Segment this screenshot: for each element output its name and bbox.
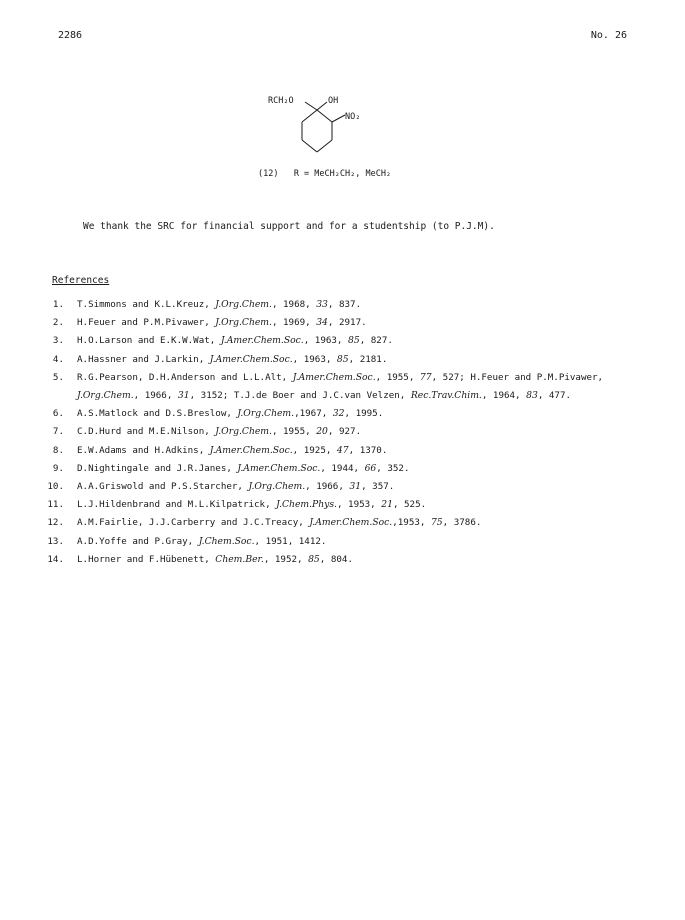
substituent-oh: OH bbox=[328, 96, 339, 106]
reference-journal: J.Amer.Chem.Soc. bbox=[209, 353, 293, 365]
reference-item bbox=[0, 351, 685, 369]
issue-number: No. 26 bbox=[590, 30, 627, 41]
reference-journal: J.Amer.Chem.Soc. bbox=[309, 517, 393, 529]
reference-journal: J.Amer.Chem.Soc. bbox=[292, 371, 376, 383]
reference-volume: 31 bbox=[349, 481, 362, 493]
reference-item bbox=[0, 423, 685, 441]
reference-item bbox=[0, 496, 685, 514]
reference-year: , 1955, bbox=[271, 426, 317, 438]
reference-authors: C.D.Hurd and M.E.Nilson, bbox=[77, 426, 216, 438]
reference-number: 1. bbox=[52, 299, 64, 310]
cyclohexane-ring bbox=[302, 102, 345, 152]
reference-year: , 1968, bbox=[271, 299, 317, 310]
reference-item bbox=[0, 369, 685, 405]
reference-journal: J.Chem.Phys. bbox=[276, 499, 337, 511]
reference-volume: 77 bbox=[419, 371, 432, 383]
reference-authors: T.Simmons and K.L.Kreuz, bbox=[77, 299, 216, 310]
references-heading: References bbox=[52, 275, 110, 286]
reference-year: , 1951, 1412. bbox=[254, 535, 327, 547]
chemical-structure bbox=[265, 90, 425, 168]
reference-number: 9. bbox=[52, 462, 64, 474]
reference-pages: , 3152; T.J.de Boer and J.C.van Velzen, bbox=[189, 390, 411, 402]
reference-number: 5. bbox=[52, 371, 64, 383]
reference-journal: J.Org.Chem. bbox=[77, 390, 134, 402]
substituent-no2: NO₂ bbox=[345, 112, 361, 122]
reference-authors: A.A.Griswold and P.S.Starcher, bbox=[77, 481, 249, 493]
reference-volume: 85 bbox=[308, 553, 320, 565]
reference-year: , 1925, bbox=[292, 444, 337, 456]
reference-item bbox=[0, 442, 685, 460]
reference-pages: , 357. bbox=[361, 481, 395, 493]
reference-volume: 21 bbox=[381, 499, 393, 511]
reference-authors: A.S.Matlock and D.S.Breslow, bbox=[77, 408, 238, 420]
reference-number: 3. bbox=[52, 335, 64, 347]
reference-year: ,1967, bbox=[294, 408, 333, 420]
reference-journal: Chem.Ber. bbox=[215, 553, 264, 565]
reference-year: , 1953, bbox=[336, 499, 382, 511]
reference-item bbox=[0, 314, 685, 332]
reference-journal: J.Amer.Chem.Soc. bbox=[209, 444, 293, 456]
reference-volume: 75 bbox=[430, 517, 443, 529]
reference-year: , 1944, bbox=[320, 462, 365, 474]
reference-journal: J.Org.Chem. bbox=[248, 481, 306, 493]
reference-pages: , 837. bbox=[327, 299, 362, 310]
reference-pages: , 804. bbox=[319, 553, 353, 565]
reference-authors: A.M.Fairlie, J.J.Carberry and J.C.Treacy, bbox=[77, 517, 310, 529]
reference-number: 11. bbox=[47, 499, 64, 511]
reference-pages: , 927. bbox=[327, 426, 362, 438]
reference-item bbox=[0, 478, 685, 496]
reference-year: , 1963, bbox=[303, 335, 348, 347]
reference-volume: 85 bbox=[336, 353, 349, 365]
reference-pages: , 827. bbox=[359, 335, 393, 347]
reference-volume: 83 bbox=[526, 390, 538, 402]
reference-pages: , 477. bbox=[537, 390, 572, 402]
reference-authors: A.Hassner and J.Larkin, bbox=[77, 353, 210, 365]
reference-authors: R.G.Pearson, D.H.Anderson and L.L.Alt, bbox=[77, 371, 293, 383]
reference-number: 4. bbox=[52, 353, 64, 365]
reference-item bbox=[0, 332, 685, 350]
reference-authors: E.W.Adams and H.Adkins, bbox=[77, 444, 210, 456]
acknowledgement: We thank the SRC for financial support and for a studentship (to P.J.M). bbox=[83, 221, 495, 232]
reference-authors: D.Nightingale and J.R.Janes, bbox=[77, 462, 238, 474]
reference-item bbox=[0, 405, 685, 423]
reference-number: 13. bbox=[47, 535, 64, 547]
reference-journal: J.Org.Chem. bbox=[215, 317, 272, 329]
reference-year: , 1964, bbox=[481, 390, 527, 402]
reference-number: 10. bbox=[47, 481, 64, 493]
page-number: 2286 bbox=[58, 30, 83, 41]
reference-journal: J.Org.Chem. bbox=[215, 299, 272, 310]
reference-volume: 66 bbox=[364, 462, 377, 474]
reference-authors: L.J.Hildenbrand and M.L.Kilpatrick, bbox=[77, 499, 277, 511]
reference-item bbox=[0, 460, 685, 478]
reference-item bbox=[0, 551, 685, 569]
reference-year: , 1966, bbox=[133, 390, 178, 402]
reference-journal: J.Chem.Soc. bbox=[198, 535, 255, 547]
reference-volume: 33 bbox=[316, 299, 328, 310]
reference-year: ,1953, bbox=[392, 517, 431, 529]
reference-pages: , 527; H.Feuer and P.M.Pivawer, bbox=[431, 371, 604, 383]
reference-pages: , 525. bbox=[392, 499, 427, 511]
reference-pages: , 3786. bbox=[442, 517, 482, 529]
reference-journal: Rec.Trav.Chim. bbox=[410, 390, 482, 402]
reference-pages: , 2181. bbox=[348, 353, 388, 365]
reference-volume: 32 bbox=[332, 408, 345, 420]
reference-authors: L.Horner and F.Hübenett, bbox=[77, 553, 216, 565]
reference-pages: , 2917. bbox=[327, 317, 367, 329]
reference-pages: , 1995. bbox=[344, 408, 384, 420]
reference-authors: H.O.Larson and E.K.W.Wat, bbox=[77, 335, 221, 347]
reference-item bbox=[0, 514, 685, 532]
reference-number: 8. bbox=[52, 444, 64, 456]
reference-item bbox=[0, 296, 685, 314]
reference-volume: 47 bbox=[336, 444, 349, 456]
reference-year: , 1952, bbox=[263, 553, 309, 565]
reference-pages: , 1370. bbox=[348, 444, 388, 456]
reference-year: , 1955, bbox=[375, 371, 420, 383]
reference-journal: J.Amer.Chem.Soc. bbox=[220, 335, 304, 347]
reference-year: , 1963, bbox=[292, 353, 337, 365]
reference-item bbox=[0, 533, 685, 551]
structure-caption: (12) R = MeCH₂CH₂, MeCH₂ bbox=[258, 169, 392, 179]
reference-number: 14. bbox=[47, 553, 64, 565]
reference-volume: 31 bbox=[177, 390, 190, 402]
reference-journal: J.Amer.Chem.Soc. bbox=[237, 462, 321, 474]
reference-number: 12. bbox=[47, 517, 64, 529]
reference-journal: J.Org.Chem. bbox=[237, 408, 295, 420]
substituent-rch2o: RCH₂O bbox=[268, 96, 294, 106]
reference-number: 7. bbox=[52, 426, 64, 438]
reference-pages: , 352. bbox=[376, 462, 410, 474]
reference-number: 6. bbox=[52, 408, 64, 420]
reference-authors: H.Feuer and P.M.Pivawer, bbox=[77, 317, 216, 329]
reference-authors: A.D.Yoffe and P.Gray, bbox=[77, 535, 199, 547]
reference-volume: 20 bbox=[316, 426, 328, 438]
reference-number: 2. bbox=[52, 317, 64, 329]
reference-volume: 85 bbox=[347, 335, 360, 347]
reference-year: , 1966, bbox=[305, 481, 350, 493]
reference-list bbox=[0, 296, 685, 569]
reference-journal: J.Org.Chem. bbox=[215, 426, 272, 438]
reference-year: , 1969, bbox=[271, 317, 317, 329]
reference-volume: 34 bbox=[316, 317, 328, 329]
